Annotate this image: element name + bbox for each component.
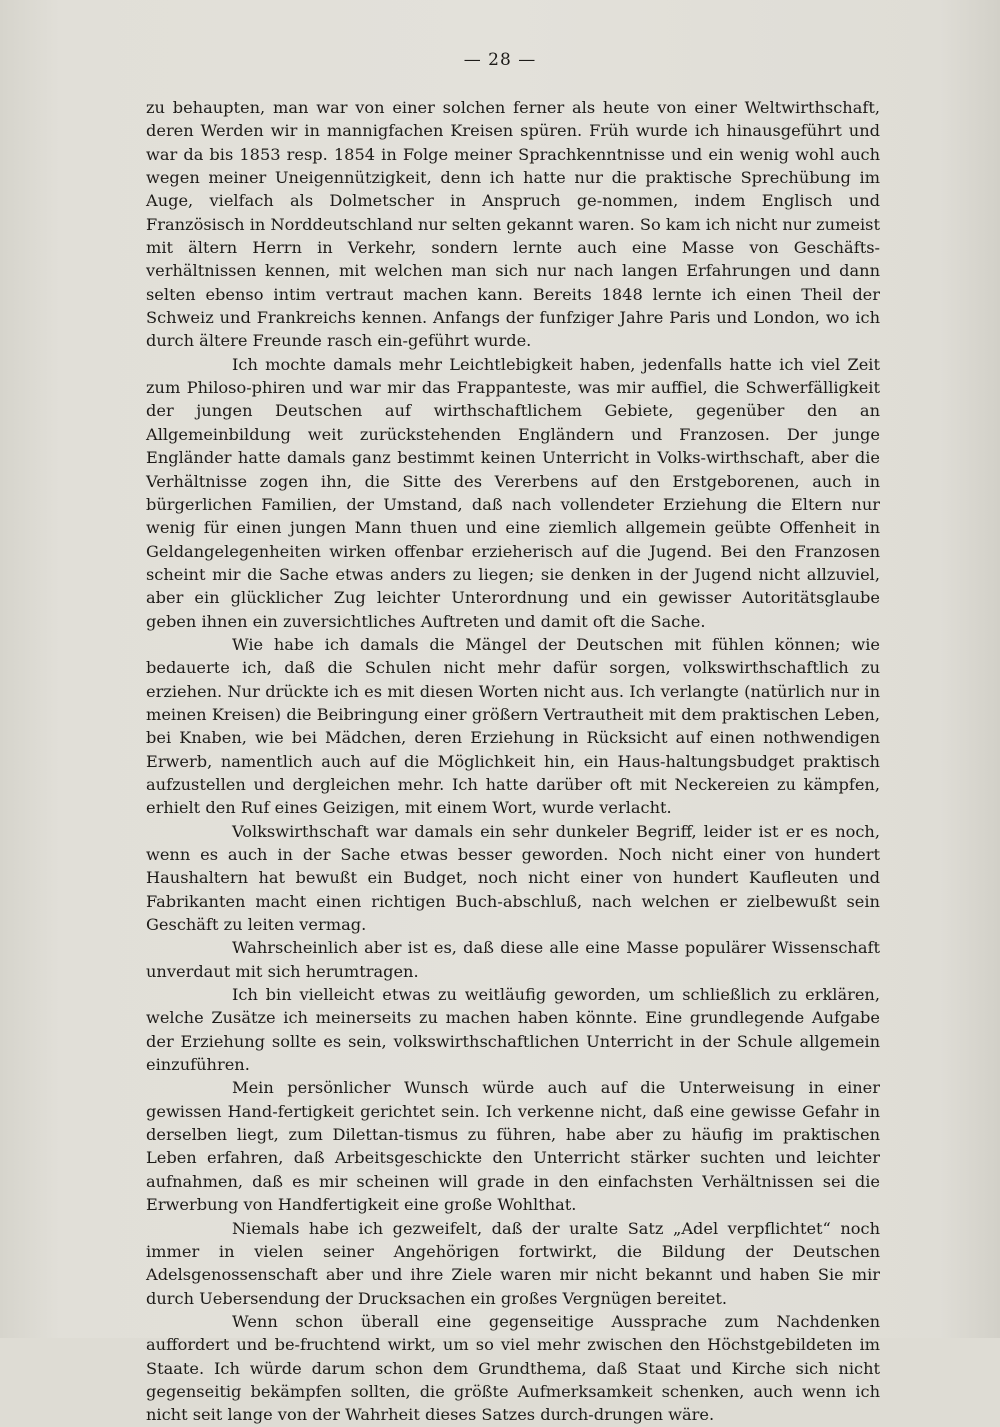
- paragraph-2: Ich mochte damals mehr Leichtlebigkeit haben, jedenfalls hatte ich viel Zeit zum Philoso-phiren und war mir das Frappanteste, was mir auffiel, die Schwerfälligkeit der jungen Deutschen auf wirthschaftlichem Gebiete, gegenüber den an Allgemeinbildung weit zurückstehenden Engländern und Franzosen. Der junge Engländer hatte damals ganz bestimmt keinen Unterricht in Volks-wirthschaft, aber die Verhältnisse zogen ihn, die Sitte des Vererbens auf den Erstgeborenen, auch in bürgerlichen Familien, der Umstand, daß nach vollendeter Erziehung die Eltern nur wenig für einen jungen Mann thuen und eine ziemlich allgemein geübte Offenheit in Geldangelegenheiten wirken offenbar erzieherisch auf die Jugend. Bei den Franzosen scheint mir die Sache etwas anders zu liegen; sie denken in der Jugend nicht allzuviel, aber ein glücklicher Zug leichter Unterordnung und ein gewisser Autoritätsglaube geben ihnen ein zuversichtliches Auftreten und damit oft die Sache.: [146, 354, 880, 631]
- paragraph-5: Wahrscheinlich aber ist es, daß diese alle eine Masse populärer Wissenschaft unverdaut mit sich herumtragen.: [146, 938, 880, 981]
- page-number: — 28 —: [463, 50, 537, 70]
- paragraph-9: Wenn schon überall eine gegenseitige Aussprache zum Nachdenken auffordert und be-fruchtend wirkt, um so viel mehr zwischen den Höchstgebildeten im Staate. Ich würde darum schon dem Grundthema, daß Staat und Kirche sich nicht gegenseitig bekämpfen sollten, die größte Aufmerksamkeit schenken, auch wenn ich nicht seit lange von der Wahrheit dieses Satzes durch-drungen wäre.: [146, 1311, 880, 1425]
- paragraph-7: Mein persönlicher Wunsch würde auch auf die Unterweisung in einer gewissen Hand-fertigkeit gerichtet sein. Ich verkenne nicht, daß eine gewisse Gefahr in derselben liegt, zum Dilettan-tismus zu führen, habe aber zu häufig im praktischen Leben erfahren, daß Arbeitsgeschickte den Unterricht stärker suchten und leichter aufnahmen, daß es mir scheinen will grade in den einfachsten Verhältnissen sei die Erwerbung von Handfertigkeit eine große Wohlthat.: [146, 1078, 880, 1215]
- paragraph-8: Niemals habe ich gezweifelt, daß der uralte Satz „Adel verpflichtet“ noch immer in vielen seiner Angehörigen fortwirkt, die Bildung der Deutschen Adelsgenossenschaft aber und ihre Ziele waren mir nicht bekannt und haben Sie mir durch Uebersendung der Drucksachen ein großes Vergnügen bereitet.: [146, 1218, 880, 1308]
- paragraph-3: Wie habe ich damals die Mängel der Deutschen mit fühlen können; wie bedauerte ich, daß die Schulen nicht mehr dafür sorgen, volkswirthschaftlich zu erziehen. Nur drückte ich es mit diesen Worten nicht aus. Ich verlangte (natürlich nur in meinen Kreisen) die Beibringung einer größern Vertrautheit mit dem praktischen Leben, bei Knaben, wie bei Mädchen, deren Erziehung in Rücksicht auf einen nothwendigen Erwerb, namentlich auch auf die Möglichkeit hin, ein Haus-haltungsbudget praktisch aufzustellen und dergleichen mehr. Ich hatte darüber oft mit Neckereien zu kämpfen, erhielt den Ruf eines Geizigen, mit einem Wort, wurde verlacht.: [146, 634, 880, 818]
- paragraph-4: Volkswirthschaft war damals ein sehr dunkeler Begriff, leider ist er es noch, wenn es auch in der Sache etwas besser geworden. Noch nicht einer von hundert Haushaltern hat bewußt ein Budget, noch nicht einer von hundert Kaufleuten und Fabrikanten macht einen richtigen Buch-abschluß, nach welchen er zielbewußt sein Geschäft zu leiten vermag.: [146, 821, 880, 935]
- paragraph-1: zu behaupten, man war von einer solchen ferner als heute von einer Weltwirthschaft, deren Werden wir in mannigfachen Kreisen spüren. Früh wurde ich hinausgeführt und war da bis 1853 resp. 1854 in Folge meiner Sprachkenntnisse und ein wenig wohl auch wegen meiner Uneigennützigkeit, denn ich hatte nur die praktische Sprechübung im Auge, vielfach als Dolmetscher in Anspruch ge-nommen, indem Englisch und Französisch in Norddeutschland nur selten gekannt waren. So kam ich nicht nur zumeist mit ältern Herrn in Verkehr, sondern lernte auch eine Masse von Geschäfts-verhältnissen kennen, mit welchen man sich nur nach langen Erfahrungen und dann selten ebenso intim vertraut machen kann. Bereits 1848 lernte ich einen Theil der Schweiz und Frankreichs kennen. Anfangs der funfziger Jahre Paris und London, wo ich durch ältere Freunde rasch ein-geführt wurde.: [146, 98, 880, 351]
- paragraph-6: Ich bin vielleicht etwas zu weitläufig geworden, um schließlich zu erklären, welche Zusätze ich meinerseits zu machen haben könnte. Eine grundlegende Aufgabe der Erziehung sollte es sein, volkswirthschaftlichen Unterricht in der Schule allgemein einzuführen.: [146, 985, 880, 1075]
- body-text: [146, 96, 880, 1427]
